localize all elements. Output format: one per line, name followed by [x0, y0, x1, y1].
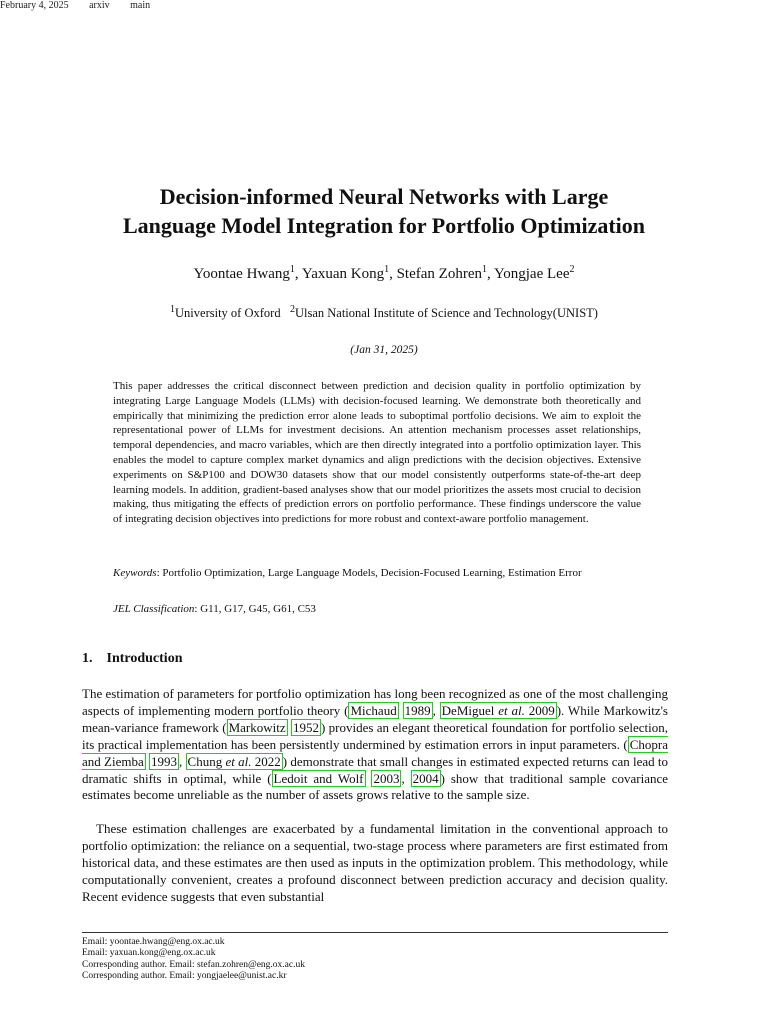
- author-list: Yoontae Hwang$^1$, Yaxuan Kong$^1$, Stefan Zohren$^1$, Yongjae Lee$^2$: [193, 264, 575, 282]
- citation-link[interactable]: Ledoit and Wolf: [273, 770, 364, 786]
- author-name: Yaxuan Kong: [301, 266, 385, 282]
- header-source: arxiv: [89, 0, 110, 11]
- section-title: Introduction: [106, 651, 183, 666]
- citation-link[interactable]: 2004: [412, 770, 439, 786]
- author-name: Stefan Zohren: [396, 266, 482, 282]
- intro-paragraph-2: These estimation challenges are exacerbated by a fundamental limitation in the conventional approach to portfolio optimization: the reliance on a sequential, two-stage process where parameters are first estimated from historical data, and these estimates are then used as inputs in the optimization problem. This methodology, while computationally convenient, creates a profound disconnect between prediction accuracy and decision quality. Recent evidence suggests that even substantial: [82, 821, 668, 904]
- header-date: February 4, 2025: [0, 0, 69, 11]
- author-name: Yoontae Hwang: [193, 266, 290, 282]
- citation-link[interactable]: Michaud: [350, 702, 397, 718]
- footnote-divider: [82, 932, 668, 933]
- author-affiliation-mark: 2: [569, 264, 575, 275]
- author-name: Yongjae Lee: [493, 266, 570, 282]
- title-line-2: Language Model Integration for Portfolio Optimization: [122, 213, 646, 238]
- footnote: Email: yaxuan.kong@eng.ox.ac.uk: [82, 948, 216, 959]
- jel-classification: JEL Classification: G11, G17, G45, G61, C53: [113, 603, 316, 615]
- citation-etal: et al.: [498, 702, 525, 718]
- intro-paragraph-1: [82, 686, 668, 804]
- citation-author: DeMiguel: [441, 702, 499, 718]
- citation-link[interactable]: Markowitz: [228, 719, 286, 735]
- text: ) show that traditional sample covariance estimates become unreliable as the number of assets grows relative to the sample size.: [82, 770, 669, 803]
- text: ,: [401, 770, 411, 786]
- keywords-text: Portfolio Optimization, Large Language Models, Decision-Focused Learning, Estimation Error: [162, 567, 582, 579]
- header-label: main: [130, 0, 151, 11]
- title-line-1: Decision-informed Neural Networks with Large: [159, 184, 609, 209]
- citation-author: Chung: [187, 753, 226, 769]
- author-affiliation-mark: 1: [481, 264, 487, 275]
- author-affiliation-mark: 1: [289, 264, 295, 275]
- footnote: Email: yoontae.hwang@eng.ox.ac.uk: [82, 937, 225, 947]
- publication-date: (Jan 31, 2025): [350, 344, 418, 356]
- footnote: Corresponding author. Email: stefan.zohren@eng.ox.ac.uk: [82, 959, 305, 970]
- citation-year: 2009: [524, 702, 555, 718]
- affiliations: [40, 304, 728, 321]
- affiliation-oxford: University of Oxford: [175, 306, 281, 321]
- citation-link[interactable]: 2003: [373, 770, 400, 786]
- running-header: [0, 0, 168, 11]
- section-heading: [82, 651, 182, 667]
- text: ,: [179, 753, 186, 769]
- citation-link[interactable]: Chopra and Ziemba: [82, 736, 668, 769]
- text: ) demonstrate that small changes in estimated expected returns can lead to dramatic shifts in optimal, while (: [82, 753, 669, 786]
- citation-link[interactable]: [186, 753, 283, 770]
- affiliation-unist: Ulsan National Institute of Science and Technology(UNIST): [294, 306, 598, 321]
- affiliation-mark: 1: [170, 304, 176, 315]
- text: The estimation of parameters for portfolio optimization has long been recognized as one of the most challenging aspects of implementing modern portfolio theory (: [82, 686, 668, 718]
- footnote: Corresponding author. Email: yongjaelee@unist.ac.kr: [82, 971, 287, 982]
- citation-link[interactable]: 1993: [151, 753, 178, 769]
- author-affiliation-mark: 1: [384, 264, 390, 275]
- affiliation-mark: 2: [289, 304, 295, 315]
- citation-etal: et al.: [225, 753, 252, 769]
- footnotes: [82, 937, 668, 983]
- citation-link[interactable]: 1989: [404, 702, 431, 718]
- paper-title: [40, 182, 728, 240]
- text: ) provides an elegant theoretical foundation for portfolio selection, its practical implementation has been persistently undermined by estimation errors in input parameters. (: [82, 719, 669, 752]
- jel-label: JEL Classification: [113, 603, 195, 615]
- citation-link[interactable]: [440, 702, 557, 719]
- keywords: Keywords: Portfolio Optimization, Large Language Models, Decision-Focused Learning, Estimation Error: [113, 567, 582, 579]
- jel-codes: G11, G17, G45, G61, C53: [200, 603, 316, 615]
- keywords-label: Keywords: [113, 567, 157, 579]
- citation-year: 2022: [251, 753, 281, 769]
- text: ,: [432, 702, 440, 718]
- date-text: Jan 31, 2025: [354, 344, 414, 356]
- abstract: This paper addresses the critical disconnect between prediction and decision quality in portfolio optimization by integrating Large Language Models (LLMs) with decision-focused learning. We demonstrate both theoretically and empirically that minimizing the prediction error alone leads to suboptimal portfolio decisions. We aim to exploit the representational power of LLMs for investment decisions. An attention mechanism processes asset relationships, temporal dependencies, and macro variables, which are then directly integrated into a portfolio optimization layer. This enables the model to capture complex market dynamics and align predictions with the decision objectives. Extensive experiments on S&P100 and DOW30 datasets show that our model consistently outperforms state-of-the-art deep learning models. In addition, gradient-based analyses show that our model prioritizes the assets most crucial to decision making, thus mitigating the effects of prediction errors on portfolio performance. These findings underscore the value of integrating decision objectives into predictions for more robust and context-aware portfolio management.: [113, 380, 641, 526]
- citation-link[interactable]: 1952: [292, 719, 319, 735]
- text: ). While Markowitz's mean-variance framework (: [82, 702, 668, 735]
- section-number: 1.: [82, 651, 93, 666]
